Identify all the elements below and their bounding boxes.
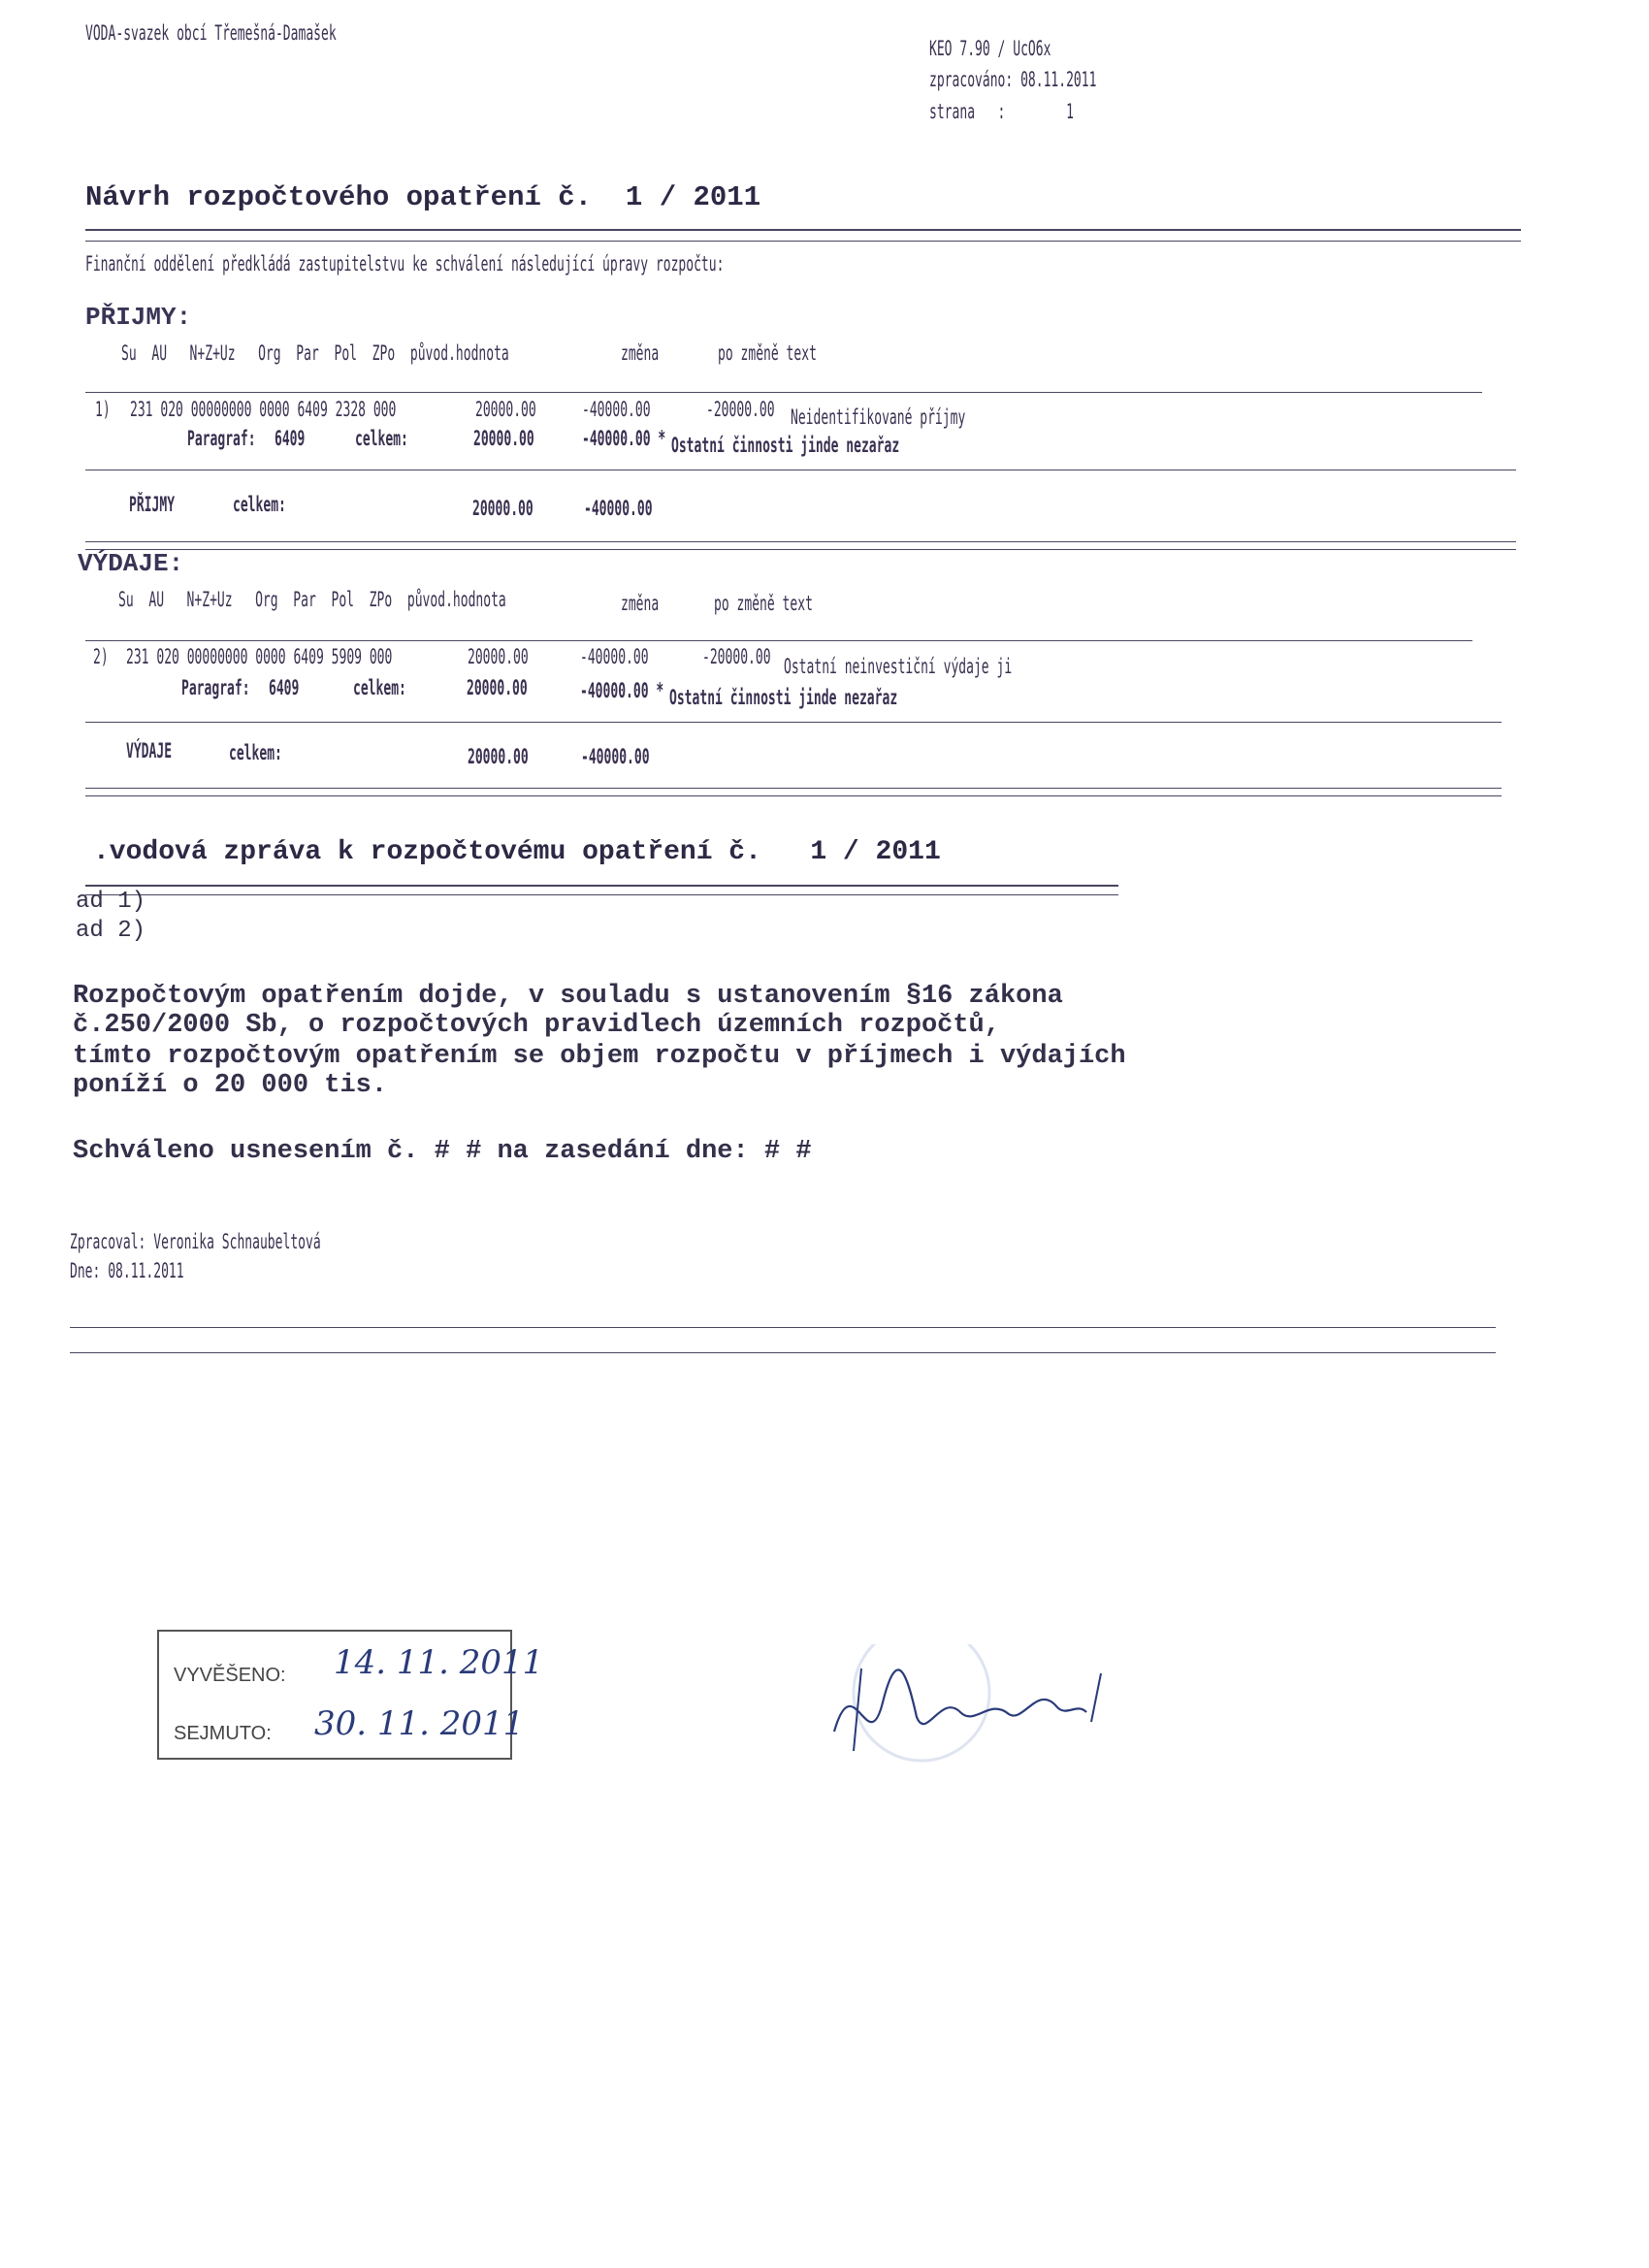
- intro-text: Finanční oddělení předkládá zastupitelstvu ke schválení následující úpravy rozpočtu:: [85, 252, 725, 275]
- column-codes-header: Su AU N+Z+Uz Org Par Pol ZPo původ.hodnota: [118, 588, 506, 611]
- ad-1: ad 1): [76, 889, 146, 915]
- paragraph-total-label: celkem:: [353, 676, 406, 699]
- ad-2: ad 2): [76, 918, 146, 944]
- expenses-total-caption: celkem:: [229, 741, 282, 764]
- row-change: -40000.00: [582, 398, 651, 421]
- paragraph-label: Paragraf:: [181, 676, 250, 699]
- row-codes: 231 020 00000000 0000 6409 5909 000: [126, 645, 393, 668]
- paragraph-text: Ostatní činnosti jinde nezařaz: [669, 686, 898, 709]
- expenses-total-change: -40000.00: [581, 745, 650, 768]
- org-name: VODA-svazek obcí Třemešná-Damašek: [85, 21, 337, 45]
- paragraph-code: 6409: [269, 676, 300, 699]
- divider: [85, 640, 1472, 641]
- paragraph-total-label: celkem:: [355, 427, 408, 450]
- approval-line: Schváleno usnesením č. # # na zasedání dne: # #: [73, 1137, 812, 1166]
- row-text: Neidentifikované příjmy: [791, 405, 966, 429]
- divider: [85, 229, 1521, 231]
- paragraph-code: 6409: [275, 427, 306, 450]
- row-original: 20000.00: [468, 645, 529, 668]
- divider: [85, 549, 1516, 550]
- income-heading: PŘIJMY:: [85, 303, 192, 332]
- report-body-line: Rozpočtovým opatřením dojde, v souladu s ustanovením §16 zákona: [73, 982, 1063, 1011]
- processed-date: zpracováno: 08.11.2011: [929, 68, 1097, 91]
- posting-stamp: [157, 1630, 544, 1760]
- row-index: 1): [95, 398, 111, 421]
- divider: [85, 541, 1516, 542]
- expenses-total-original: 20000.00: [468, 745, 529, 768]
- report-body-line: č.250/2000 Sb, o rozpočtových pravidlech územních rozpočtů,: [73, 1011, 1000, 1040]
- row-text: Ostatní neinvestiční výdaje ji: [784, 655, 1013, 678]
- divider: [85, 722, 1502, 723]
- paragraph-label: Paragraf:: [187, 427, 256, 450]
- paragraph-change: -40000.00 *: [582, 427, 666, 450]
- divider: [85, 795, 1502, 796]
- page-number: strana : 1: [929, 100, 1074, 123]
- income-total-change: -40000.00: [584, 497, 653, 520]
- column-codes-header: Su AU N+Z+Uz Org Par Pol ZPo původ.hodnota: [121, 341, 509, 365]
- income-total-caption: celkem:: [233, 493, 286, 516]
- income-total-original: 20000.00: [472, 497, 534, 520]
- row-after: -20000.00: [706, 398, 775, 421]
- prepared-date: Dne: 08.11.2011: [70, 1259, 184, 1282]
- posted-date: 14. 11. 2011: [334, 1643, 544, 1682]
- prepared-by: Zpracoval: Veronika Schnaubeltová: [70, 1230, 321, 1253]
- divider: [85, 894, 1118, 895]
- paragraph-change: -40000.00 *: [580, 679, 664, 702]
- column-after-header: po změně text: [714, 592, 813, 615]
- column-change-header: změna: [621, 341, 660, 365]
- divider: [85, 885, 1118, 887]
- divider: [85, 392, 1482, 393]
- expenses-heading: VÝDAJE:: [78, 549, 184, 578]
- divider: [70, 1327, 1496, 1328]
- page-title: Návrh rozpočtového opatření č. 1 / 2011: [85, 181, 761, 213]
- row-index: 2): [93, 645, 109, 668]
- row-original: 20000.00: [475, 398, 536, 421]
- paragraph-original: 20000.00: [467, 676, 528, 699]
- posted-label: VYVĚŠENO:: [174, 1665, 286, 1686]
- expenses-total-label: VÝDAJE: [126, 739, 173, 762]
- income-total-label: PŘIJMY: [129, 493, 176, 516]
- divider: [85, 241, 1521, 242]
- paragraph-original: 20000.00: [473, 427, 534, 450]
- version-info: KEO 7.90 / UcO6x: [929, 37, 1051, 60]
- column-change-header: změna: [621, 592, 660, 615]
- removed-date: 30. 11. 2011: [314, 1704, 525, 1743]
- divider: [70, 1352, 1496, 1353]
- report-body-line: tímto rozpočtovým opatřením se objem rozpočtu v příjmech i výdajích: [73, 1042, 1126, 1071]
- report-body-line: poníží o 20 000 tis.: [73, 1071, 388, 1100]
- row-change: -40000.00: [580, 645, 649, 668]
- paragraph-text: Ostatní činnosti jinde nezařaz: [671, 434, 900, 457]
- signature: [815, 1644, 1135, 1770]
- report-title: .vodová zpráva k rozpočtovému opatření č. 1 / 2011: [93, 837, 941, 867]
- removed-label: SEJMUTO:: [174, 1723, 272, 1744]
- row-codes: 231 020 00000000 0000 6409 2328 000: [130, 398, 397, 421]
- row-after: -20000.00: [702, 645, 771, 668]
- column-after-header: po změně text: [718, 341, 817, 365]
- divider: [85, 788, 1502, 789]
